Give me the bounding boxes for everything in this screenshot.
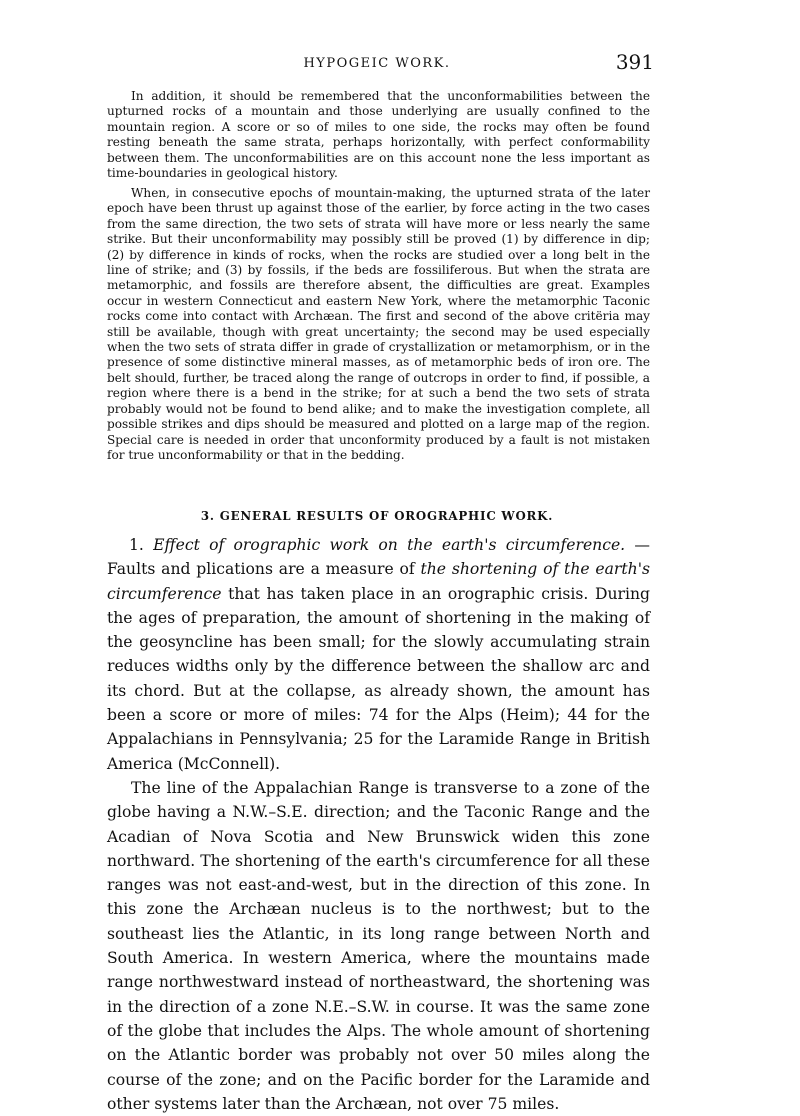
- running-head: [100, 50, 654, 78]
- section-heading: 3. GENERAL RESULTS OF OROGRAPHIC WORK.: [200, 509, 554, 523]
- paragraph-number: 1.: [129, 536, 144, 554]
- emphasis-text: the shortening of the earth's circumference: [107, 560, 650, 603]
- paragraph-text: that has taken place in an orographic crisis. During the ages of preparation, the amount of shortening in the making of the geosyncline has been small; for the slowly accumulating strain reduces widths only by the difference between the shallow arc and its chord. But at the collapse, as already shown, the amount has been a score or more of miles: 74 for the Alps (Heim); 44 for the Appalachians in Pennsylvania; 25 for the Laramide Range in British America (McConnell).: [107, 584, 650, 773]
- paragraph-effect-of-orographic-work: [107, 533, 650, 776]
- paragraph-text: In addition, it should be remembered that the unconformabilities between the upturned rocks of a mountain and those underlying are usually confined to the mountain region. A score or so of miles to one side, the rocks may often be found resting beneath the same strata, perhaps horizontally, with perfect conformability between them. The unconformabilities are on this account none the less important as time-boundaries in geological history.: [107, 89, 650, 181]
- running-title: HYPOGEIC WORK.: [303, 56, 451, 71]
- paragraph-text: When, in consecutive epochs of mountain-making, the upturned strata of the later epoch have been thrust up against those of the earlier, by force acting in the two cases from the same direction, the two sets of strata will have more or less nearly the same strike. But their unconformability may possibly still be proved (1) by difference in dip; (2) by difference in kinds of rocks, when the rocks are studied over a long belt in the line of strike; and (3) by fossils, if the beds are fossiliferous. But when the strata are metamorphic, and fossils are therefore absent, the difficulties are great. Examples occur in western Connecticut and eastern New York, where the metamorphic Taconic rocks come into contact with Archæan. The first and second of the above critëria may still be available, though with great uncertainty; the second may be used especially when the two sets of strata differ in grade of crystallization or metamorphism, or in the presence of some distinctive mineral masses, as of metamorphic beds of iron ore. The belt should, further, be traced along the range of outcrops in order to find, if possible, a region where there is a bend in the strike; for at such a bend the two sets of strata probably would not be found to bend alike; and to make the investigation complete, all possible strikes and dips should be measured and plotted on a large map of the region. Special care is needed in order that unconformity produced by a fault is not mistaken for true unconformability or that in the bedding.: [107, 186, 650, 462]
- paragraph-dash-text: — Faults and plications are a measure of: [107, 536, 651, 579]
- paragraph-appalachian-range: The line of the Appalachian Range is transverse to a zone of the globe having a N.W.–S.E. direction; and the Taconic Range and the Acadian of Nova Scotia and New Brunswick widen this zone northward. The shortening of the earth's circumference for all these ranges was not east-and-west, but in the direction of this zone. In this zone the Archæan nucleus is to the northwest; but to the southeast lies the Atlantic, in its long range between North and South America. In western America, where the mountains made range northwestward instead of northeastward, the shortening was in the direction of a zone N.E.–S.W. in course. It was the same zone of the globe that includes the Alps. The whole amount of shortening on the Atlantic border was probably not over 50 miles along the course of the zone; and on the Pacific border for the Laramide and other systems later than the Archæan, not over 75 miles.: [107, 778, 650, 1113]
- paragraph-title: Effect of orographic work on the earth's circumference.: [153, 536, 626, 554]
- paragraph-consecutive-epochs: [107, 186, 650, 463]
- paragraph-unconformabilities: [107, 89, 650, 181]
- page-number: 391: [615, 50, 654, 74]
- section-body: [107, 533, 650, 1116]
